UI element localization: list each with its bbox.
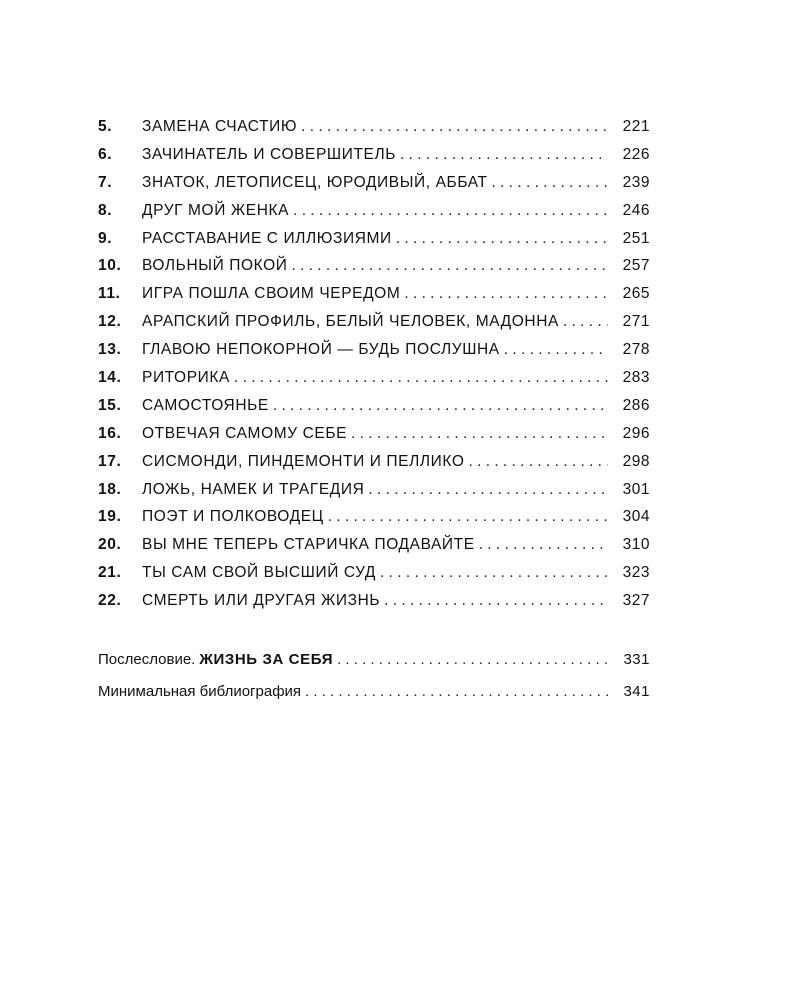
leader-dots bbox=[293, 197, 608, 225]
leader-dots bbox=[301, 113, 608, 141]
leader-dots bbox=[273, 392, 608, 420]
leader-dots bbox=[384, 587, 608, 615]
chapter-number: 14. bbox=[98, 369, 122, 387]
leader-dots bbox=[468, 448, 608, 476]
chapter-number: 5. bbox=[98, 118, 113, 135]
chapter-title: СИСМОНДИ, ПИНДЕМОНТИ И ПЕЛЛИКО bbox=[142, 452, 465, 470]
chapter-title: ДРУГ МОЙ ЖЕНКА bbox=[142, 201, 290, 219]
chapter-number: 6. bbox=[98, 145, 113, 163]
toc-entry[interactable] bbox=[98, 113, 650, 141]
toc-entry[interactable] bbox=[98, 476, 650, 504]
chapter-number: 7. bbox=[98, 173, 113, 191]
bibliography-entry[interactable] bbox=[98, 676, 650, 708]
chapter-title: ТЫ САМ СВОЙ ВЫСШИЙ СУД bbox=[142, 564, 376, 582]
page-number: 265 bbox=[622, 285, 650, 303]
leader-dots bbox=[404, 280, 608, 308]
chapter-number: 17. bbox=[98, 452, 122, 470]
afterword-entry[interactable] bbox=[98, 644, 650, 676]
chapter-title: ВЫ МНЕ ТЕПЕРЬ СТАРИЧКА ПОДАВАЙТЕ bbox=[142, 536, 475, 554]
toc-entry[interactable] bbox=[98, 420, 650, 448]
chapter-number: 15. bbox=[98, 396, 122, 414]
page-number: 239 bbox=[622, 173, 650, 191]
toc-entry[interactable] bbox=[98, 392, 650, 420]
chapter-number: 19. bbox=[98, 508, 122, 526]
leader-dots bbox=[337, 644, 608, 676]
toc-entry[interactable] bbox=[98, 531, 650, 559]
chapter-title: АРАПСКИЙ ПРОФИЛЬ, БЕЛЫЙ ЧЕЛОВЕК, МАДОННА bbox=[142, 313, 559, 331]
toc-entry[interactable] bbox=[98, 559, 650, 587]
bibliography-title: Минимальная библиография bbox=[98, 682, 302, 700]
toc-entry[interactable] bbox=[98, 280, 650, 308]
page-number: 298 bbox=[622, 452, 650, 470]
leader-dots bbox=[563, 308, 608, 336]
leader-dots bbox=[479, 531, 608, 559]
leader-dots bbox=[351, 420, 608, 448]
chapter-number: 18. bbox=[98, 480, 122, 498]
toc-entry[interactable] bbox=[98, 448, 650, 476]
toc-entry[interactable] bbox=[98, 503, 650, 531]
bibliography-page: 341 bbox=[623, 682, 650, 700]
leader-dots bbox=[504, 336, 608, 364]
toc-entry[interactable] bbox=[98, 364, 650, 392]
page-number: 296 bbox=[622, 424, 650, 442]
page-number: 271 bbox=[622, 313, 650, 331]
toc-entry[interactable] bbox=[98, 169, 650, 197]
toc-entry[interactable] bbox=[98, 252, 650, 280]
page-number: 301 bbox=[622, 480, 650, 498]
chapter-title: ОТВЕЧАЯ САМОМУ СЕБЕ bbox=[142, 424, 348, 442]
chapter-number: 9. bbox=[98, 229, 113, 247]
chapter-title: РИТОРИКА bbox=[142, 369, 230, 387]
chapter-number: 12. bbox=[98, 313, 122, 331]
chapter-title: САМОСТОЯНЬЕ bbox=[142, 396, 269, 414]
page-number: 226 bbox=[622, 145, 650, 163]
chapter-number: 16. bbox=[98, 424, 122, 442]
page-number: 327 bbox=[622, 592, 650, 610]
leader-dots bbox=[291, 252, 608, 280]
page-number: 257 bbox=[622, 257, 650, 275]
toc-entry[interactable] bbox=[98, 141, 650, 169]
chapter-number: 8. bbox=[98, 201, 113, 219]
page-number: 304 bbox=[622, 508, 650, 526]
leader-dots bbox=[380, 559, 608, 587]
chapter-title: ЗАМЕНА СЧАСТИЮ bbox=[142, 118, 298, 135]
chapter-number: 20. bbox=[98, 536, 122, 554]
toc-entry[interactable] bbox=[98, 225, 650, 253]
page-number: 310 bbox=[622, 536, 650, 554]
leader-dots bbox=[396, 225, 608, 253]
page-number: 278 bbox=[622, 341, 650, 359]
chapter-title: ЗАЧИНАТЕЛЬ И СОВЕРШИТЕЛЬ bbox=[142, 145, 397, 163]
chapter-title: ВОЛЬНЫЙ ПОКОЙ bbox=[142, 257, 288, 275]
leader-dots bbox=[492, 169, 608, 197]
chapter-number: 10. bbox=[98, 257, 122, 275]
chapter-title: ПОЭТ И ПОЛКОВОДЕЦ bbox=[142, 508, 324, 526]
chapter-number: 13. bbox=[98, 341, 122, 359]
page-number: 323 bbox=[622, 564, 650, 582]
afterword-page: 331 bbox=[623, 651, 650, 668]
page-number: 246 bbox=[622, 201, 650, 219]
page-number: 251 bbox=[622, 229, 650, 247]
leader-dots bbox=[400, 141, 608, 169]
toc-entry[interactable] bbox=[98, 197, 650, 225]
afterword-prefix: Послесловие. bbox=[98, 651, 196, 668]
toc-entry[interactable] bbox=[98, 336, 650, 364]
toc-entry[interactable] bbox=[98, 587, 650, 615]
chapter-number: 11. bbox=[98, 285, 121, 303]
table-of-contents bbox=[98, 113, 650, 615]
chapter-title: ГЛАВОЮ НЕПОКОРНОЙ — БУДЬ ПОСЛУШНА bbox=[142, 341, 500, 359]
chapter-title: ЗНАТОК, ЛЕТОПИСЕЦ, ЮРОДИВЫЙ, АББАТ bbox=[142, 173, 488, 191]
afterword-title: ЖИЗНЬ ЗА СЕБЯ bbox=[199, 651, 334, 668]
appendix-entries bbox=[98, 644, 650, 707]
chapter-title: ИГРА ПОШЛА СВОИМ ЧЕРЕДОМ bbox=[142, 285, 401, 303]
chapter-title: РАССТАВАНИЕ С ИЛЛЮЗИЯМИ bbox=[142, 229, 392, 247]
chapter-number: 22. bbox=[98, 592, 122, 610]
chapter-title: СМЕРТЬ ИЛИ ДРУГАЯ ЖИЗНЬ bbox=[142, 592, 381, 610]
page-number: 221 bbox=[622, 118, 650, 135]
page-number: 286 bbox=[622, 396, 650, 414]
toc-entry[interactable] bbox=[98, 308, 650, 336]
leader-dots bbox=[328, 503, 608, 531]
page-number: 283 bbox=[622, 369, 650, 387]
chapter-title: ЛОЖЬ, НАМЕК И ТРАГЕДИЯ bbox=[142, 480, 365, 498]
leader-dots bbox=[234, 364, 608, 392]
leader-dots bbox=[305, 676, 608, 708]
chapter-number: 21. bbox=[98, 564, 122, 582]
leader-dots bbox=[368, 476, 608, 504]
